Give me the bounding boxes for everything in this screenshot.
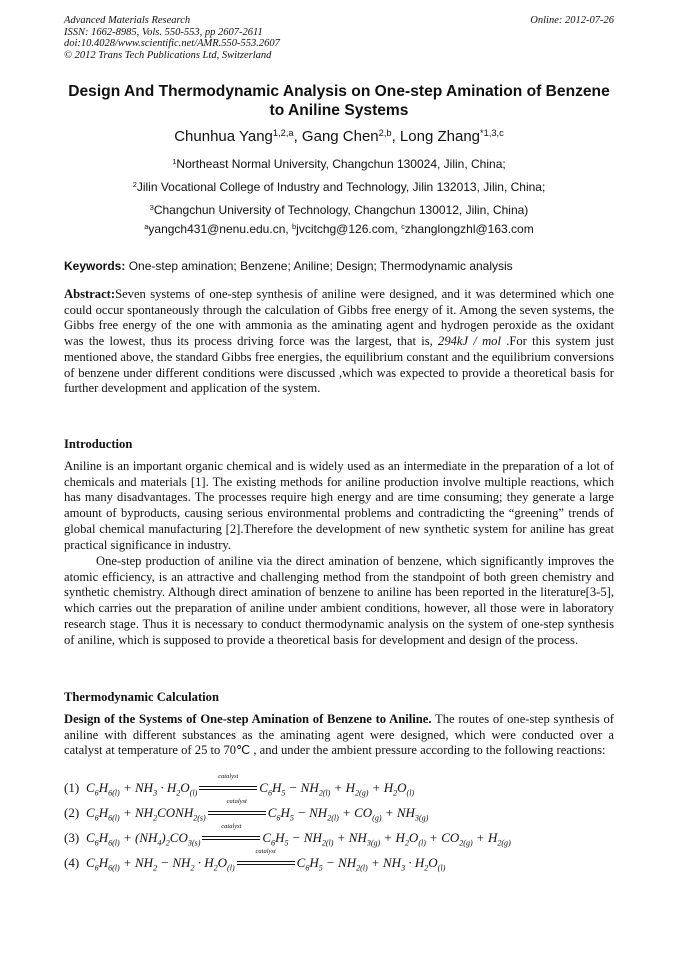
equilibrium-arrow-icon: catalyst xyxy=(208,808,266,820)
affiliation-1: $^1$Northeast Normal University, Changchun 130024, Jilin, China; xyxy=(172,157,506,171)
affiliation-2: $^2$Jilin Vocational College of Industry and Technology, Jilin 132013, Jilin, China; xyxy=(132,180,546,194)
paper-title: Design And Thermodynamic Analysis on One-step Amination of Benzene to Aniline Systems xyxy=(68,83,610,119)
equilibrium-arrow-icon: catalyst xyxy=(202,833,260,845)
abstract: Abstract:Seven systems of one-step synthesis of aniline were designed, and it was determined which one could occur spontaneously through the calculation of Gibbs free energy of it. Among the seven systems, the Gibbs free energy of the one with ammonia as the aminating agent and hydrogen peroxide as the oxidant was the lowest, thus its process driving force was the largest, that is, 294kJ / mol .For this system just mentioned above, the standard Gibbs free energies, the equilibrium constant and the equilibrium conversions of benzene under different conditions were discussed ,which was expected to provide a theoretical basis for further development and application of the system. xyxy=(64,287,614,396)
affiliation-3: $^3$Changchun University of Technology, Changchun 130012, Jilin, China) xyxy=(149,203,529,217)
journal-header xyxy=(64,15,280,61)
keywords: Keywords: One-step amination; Benzene; Aniline; Design; Thermodynamic analysis xyxy=(64,259,513,273)
journal-name: Advanced Materials Research xyxy=(64,15,191,26)
issn: ISSN: 1662-8985, Vols. 550-553, pp 2607-2611 xyxy=(64,26,263,38)
reaction-equation-3: (3) $C_6H_{6(l)} + (NH_4)_2CO_{3(s)}$ catalyst $C_6H_5 - NH_{2(l)} + NH_{3(g)} + H_2O_{(l)} + CO_{2(g)} + H_{2(g)}$ xyxy=(64,823,511,848)
online-date: Online: 2012-07-26 xyxy=(530,15,614,26)
doi: doi:10.4028/www.scientific.net/AMR.550-553.2607 xyxy=(64,38,280,50)
thermodynamic-heading: Thermodynamic Calculation xyxy=(64,690,219,704)
reaction-equation-1: (1) $C_6H_{6(l)} + NH_3 \cdot H_2O_{(l)}$ catalyst $C_6H_5 - NH_{2(l)} + H_{2(g)} + H_2O_{(l)}$ xyxy=(64,773,415,798)
equilibrium-arrow-icon: catalyst xyxy=(199,783,257,795)
author-emails: $^a$yangch431@nenu.edu.cn, $^b$jvcitchg@126.com, $^c$zhanglongzhl@163.com xyxy=(144,222,534,236)
copyright: © 2012 Trans Tech Publications Ltd, Switzerland xyxy=(64,49,272,61)
reaction-equation-2: (2) $C_6H_{6(l)}$ + $NH_2CONH_{2(s)}$ catalyst $C_6H_5 - NH_{2(l)} + CO_{(g)} + NH_{3(g)}$ xyxy=(64,798,429,823)
equilibrium-arrow-icon: catalyst xyxy=(237,858,295,870)
design-paragraph: Design of the Systems of One-step Amination of Benzene to Aniline. The routes of one-step synthesis of aniline with different substances as the aminating agent were designed, which were conducted over a catalyst at temperature of 25 to 70℃ , and under the ambient pressure according to the following reactions: xyxy=(64,712,614,758)
reaction-equation-4: (4) $C_6H_{6(l)} + NH_2 - NH_2 \cdot H_2O_{(l)}$ catalyst $C_6H_5 - NH_{2(l)} + NH_3 \cdot H_2O_{(l)}$ xyxy=(64,848,446,873)
introduction-heading: Introduction xyxy=(64,437,133,451)
authors: Chunhua Yang$^{1,2,a}$, Gang Chen$^{2,b}$, Long Zhang$^{*1,3,c}$ xyxy=(174,128,504,145)
introduction-paragraph-2: One-step production of aniline via the direct amination of benzene, which significantly improves the atomic efficiency, is an attractive and challenging method from the standpoint of both green chemistry and synthetic chemistry. Although direct amination of benzene to aniline has been reported in the literature[3-5], which carries out the preparation of aniline under ambient conditions, however, all those were in laboratory research stage. Thus it is necessary to conduct thermodynamic analysis on the system of one-step synthesis of aniline, which is supposed to provide a theoretical basis for development and design of the process. xyxy=(64,554,614,647)
introduction-paragraph-1: Aniline is an important organic chemical and is widely used as an intermediate in the preparation of a lot of chemicals and materials [1]. The existing methods for aniline production involve multiple reactions, which has many disadvantages. The processes require high energy and are time consuming; they generate a large amount of byproducts, causing serious environmental problems and contradicting the “greening” trends of global chemical manufacturing [2].Therefore the development of new synthetic system for aniline has great practical significance in industry. xyxy=(64,459,614,552)
